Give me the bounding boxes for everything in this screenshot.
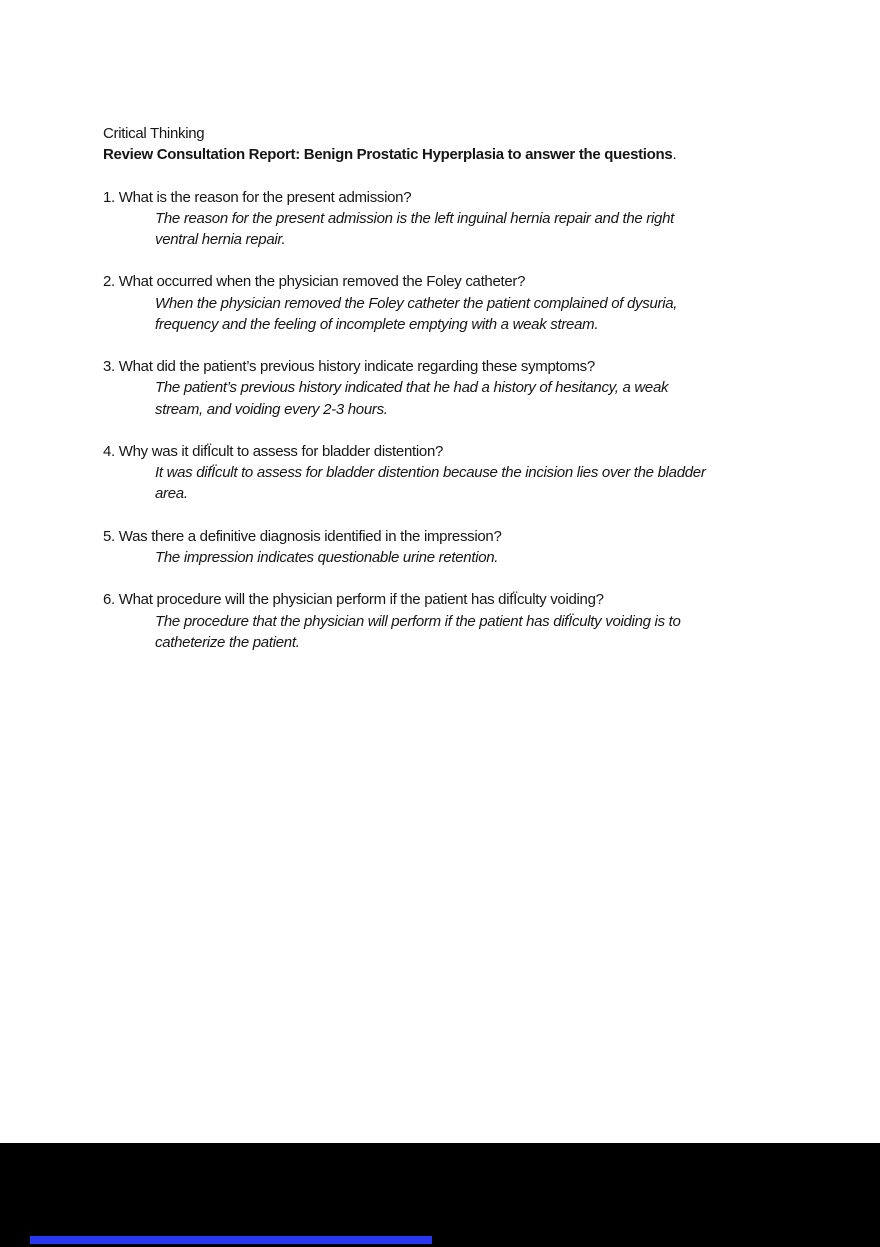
answer-1 — [155, 208, 803, 250]
answer-line: area. — [155, 485, 188, 503]
qa-item-4 — [103, 441, 803, 505]
question-5: 5. Was there a definitive diagnosis identified in the impression? — [103, 527, 502, 545]
answer-line: The procedure that the physician will perform if the patient has difÏculty voiding is to — [155, 612, 681, 630]
question-3: 3. What did the patient’s previous history indicate regarding these symptoms? — [103, 358, 595, 376]
answer-line: The patient’s previous history indicated that he had a history of hesitancy, a weak — [155, 379, 669, 397]
answer-line: The reason for the present admission is the left inguinal hernia repair and the right — [155, 209, 674, 227]
answer-3 — [155, 377, 803, 419]
worksheet-text — [103, 123, 803, 653]
answer-line: stream, and voiding every 2-3 hours. — [155, 400, 388, 418]
answer-line: The impression indicates questionable urine retention. — [155, 548, 499, 566]
answer-line: catheterize the patient. — [155, 633, 300, 651]
answer-line: frequency and the feeling of incomplete emptying with a weak stream. — [155, 315, 599, 333]
qa-item-2 — [103, 271, 803, 335]
answer-4 — [155, 462, 803, 504]
qa-item-3 — [103, 356, 803, 420]
qa-item-6 — [103, 589, 803, 653]
answer-line: It was difÏcult to assess for bladder distention because the incision lies over the bladder — [155, 464, 706, 482]
worksheet-instruction — [103, 144, 803, 165]
worksheet-title: Critical Thinking — [103, 125, 205, 142]
answer-5 — [155, 547, 803, 568]
video-letterbox — [0, 1143, 880, 1247]
qa-item-1 — [103, 187, 803, 251]
worksheet-instruction-bold: Review Consultation Report: Benign Prostatic Hyperplasia to answer the questions — [103, 146, 673, 164]
question-6: 6. What procedure will the physician perform if the patient has difÏculty voiding? — [103, 591, 604, 609]
answer-line: ventral hernia repair. — [155, 231, 286, 248]
answer-line: When the physician removed the Foley catheter the patient complained of dysuria, — [155, 294, 678, 312]
question-2: 2. What occurred when the physician removed the Foley catheter? — [103, 273, 526, 291]
qa-item-5 — [103, 526, 803, 568]
answer-6 — [155, 611, 803, 653]
video-progress-bar[interactable] — [30, 1236, 432, 1244]
question-1: 1. What is the reason for the present admission? — [103, 188, 412, 206]
answer-2 — [155, 293, 803, 335]
worksheet-instruction-period: . — [672, 146, 677, 164]
question-4: 4. Why was it difÏcult to assess for bladder distention? — [103, 442, 444, 460]
